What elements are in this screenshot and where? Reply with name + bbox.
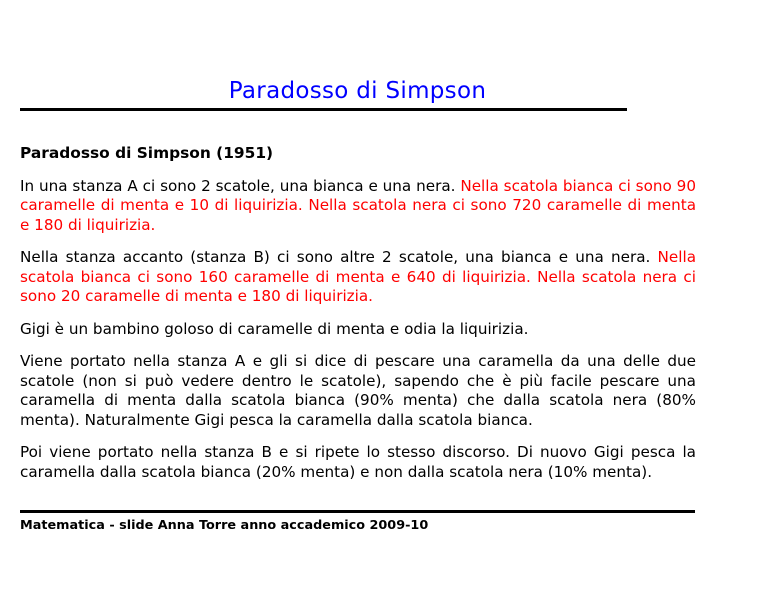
paragraph-text: Poi viene portato nella stanza B e si ripete lo stesso discorso. Di nuovo Gigi pesca la caramella dalla scatola bianca (20% menta) e non dalla scatola nera (10% menta). — [20, 443, 696, 481]
section-heading: Paradosso di Simpson (1951) — [20, 144, 274, 162]
footer-divider — [20, 510, 695, 513]
paragraph-text: In una stanza A ci sono 2 scatole, una bianca e una nera. — [20, 176, 461, 195]
highlighted-text: Nella scatola bianca ci sono 90 caramelle di menta e 10 di liquirizia. Nella scatola nera ci sono 720 caramelle di menta e 180 di liquirizia. — [20, 176, 696, 234]
paragraph-room-a-choice — [20, 352, 696, 430]
highlighted-text: Nella scatola bianca ci sono 160 caramelle di menta e 640 di liquirizia. Nella scatola nera ci sono 20 caramelle di menta e 180 di liquirizia. — [20, 248, 696, 305]
paragraph-room-b-choice — [20, 443, 696, 482]
paragraph-room-a — [20, 177, 696, 236]
paragraph-gigi — [20, 320, 696, 340]
footer-text: Matematica - slide Anna Torre anno accademico 2009-10 — [20, 518, 429, 533]
paragraph-text: Nella stanza accanto (stanza B) ci sono altre 2 scatole, una bianca e una nera. — [20, 248, 658, 266]
title-underline — [20, 108, 627, 111]
paragraph-text: Viene portato nella stanza A e gli si dice di pescare una caramella da una delle due scatole (non si può vedere dentro le scatole), sapendo che è più facile pescare una caramella di menta dalla scatola bianca (90% menta) che dalla scatola nera (80% menta). Naturalmente Gigi pesca la caramella dalla scatola bianca. — [20, 352, 696, 429]
paragraph-text: Gigi è un bambino goloso di caramelle di menta e odia la liquirizia. — [20, 319, 529, 338]
slide-title: Paradosso di Simpson — [228, 78, 487, 104]
slide-content — [20, 144, 696, 495]
paragraph-room-b — [20, 248, 696, 307]
